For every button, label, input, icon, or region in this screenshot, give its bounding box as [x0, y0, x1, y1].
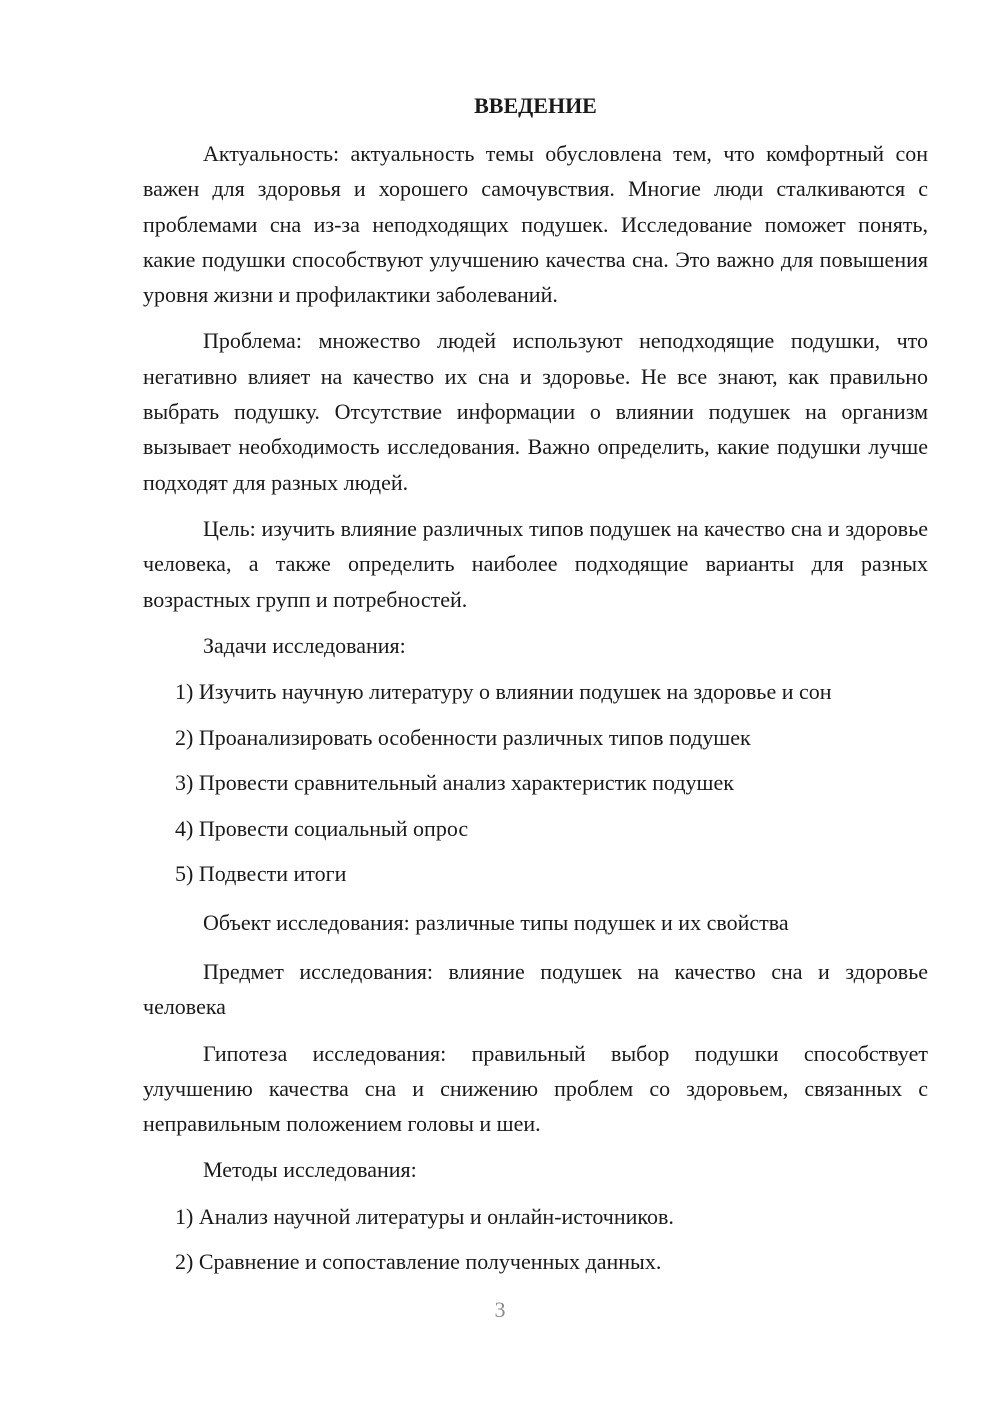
list-item: 4) Провести социальный опрос	[175, 815, 469, 841]
tasks-title: Задачи исследования:	[203, 632, 406, 658]
page-title: ВВЕДЕНИЕ	[474, 93, 597, 118]
list-item: 2) Сравнение и сопоставление полученных данных.	[175, 1249, 662, 1275]
list-item: 1) Изучить научную литературу о влиянии подушек на здоровье и сон	[175, 679, 832, 705]
tasks-list	[143, 677, 928, 889]
problem-paragraph: Проблема: множество людей используют неподходящие подушки, что негативно влияет на качество их сна и здоровье. Не все знают, как правильно выбрать подушку. Отсутствие информации о влиянии подушек на организм вызывает необходимость исследования. Важно определить, какие подушки лучше подходят для разных людей.	[143, 328, 928, 495]
list-item: 3) Провести сравнительный анализ характеристик подушек	[175, 770, 734, 796]
methods-list	[143, 1202, 928, 1278]
methods-title: Методы исследования:	[203, 1157, 417, 1183]
list-item: 2) Проанализировать особенности различных типов подушек	[175, 724, 751, 750]
list-item: 5) Подвести итоги	[175, 861, 347, 887]
subject-paragraph: Предмет исследования: влияние подушек на качество сна и здоровье человека	[143, 958, 928, 1020]
page-number: 3	[494, 1297, 506, 1322]
list-item: 1) Анализ научной литературы и онлайн-источников.	[175, 1203, 674, 1229]
relevance-paragraph: Актуальность: актуальность темы обусловлена тем, что комфортный сон важен для здоровья и хорошего самочувствия. Многие люди сталкиваются с проблемами сна из-за неподходящих подушек. Исследование поможет понять, какие подушки способствуют улучшению качества сна. Это важно для повышения уровня жизни и профилактики заболеваний.	[143, 141, 928, 308]
goal-paragraph: Цель: изучить влияние различных типов подушек на качество сна и здоровье человека, а также определить наиболее подходящие варианты для разных возрастных групп и потребностей.	[143, 515, 928, 612]
object-paragraph: Объект исследования: различные типы подушек и их свойства	[203, 909, 789, 935]
document-page	[143, 92, 928, 1293]
hypothesis-paragraph: Гипотеза исследования: правильный выбор подушки способствует улучшению качества сна и снижению проблем со здоровьем, связанных с неправильным положением головы и шеи.	[143, 1040, 928, 1137]
